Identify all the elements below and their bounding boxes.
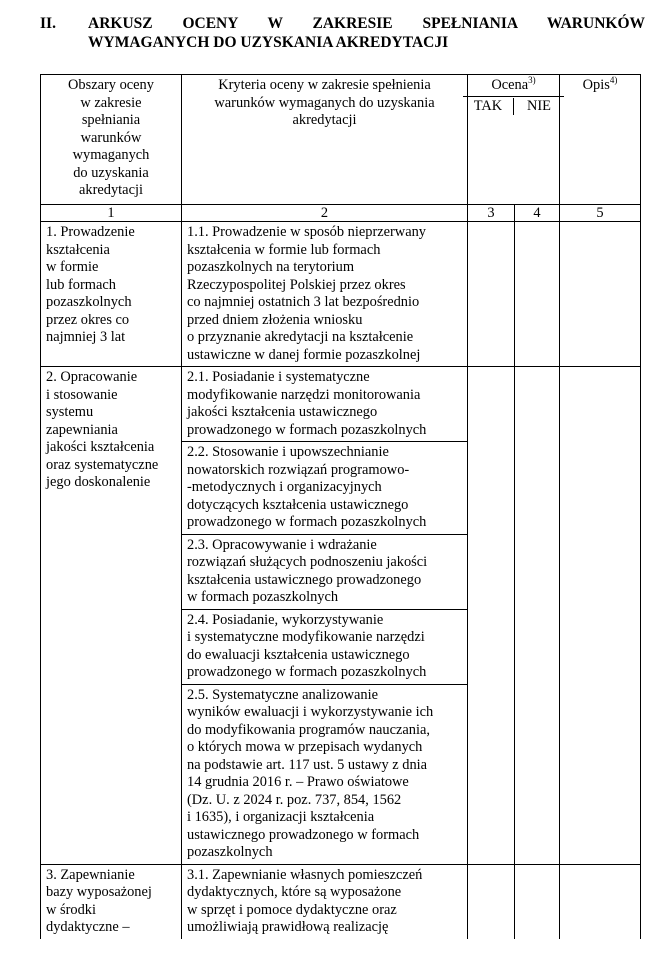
opis-cell[interactable] <box>560 222 641 367</box>
tak-cell[interactable] <box>468 864 515 939</box>
criterion-cell: 2.1. Posiadanie i systematyczne modyfikowanie narzędzi monitorowania jakości kształcenia ustawicznego prowadzonego w formach pozaszkolnych <box>182 367 468 442</box>
tak-cell[interactable] <box>468 222 515 367</box>
criterion-cell: 2.4. Posiadanie, wykorzystywanie i systematyczne modyfikowanie narzędzi do ewaluacji kształcenia ustawicznego prowadzonego w formach pozaszkolnych <box>182 609 468 684</box>
table-row <box>41 222 641 367</box>
assessment-table <box>40 74 641 939</box>
section-title-line-2: WYMAGANYCH DO UZYSKANIA AKREDYTACJI <box>88 34 449 51</box>
header-areas: Obszary oceny w zakresie spełniania warunków wymaganych do uzyskania akredytacji <box>41 75 182 205</box>
area-cell: 2. Opracowanie i stosowanie systemu zapewniania jakości kształcenia oraz systematyczne jego doskonalenie <box>41 367 182 865</box>
opis-cell[interactable] <box>560 864 641 939</box>
header-criteria: Kryteria oceny w zakresie spełnienia warunków wymaganych do uzyskania akredytacji <box>182 75 468 205</box>
header-opis: Opis$^{4)}$ <box>560 75 641 205</box>
header-row <box>41 75 641 205</box>
column-number: 3 <box>468 205 515 222</box>
criterion-cell: 3.1. Zapewnianie własnych pomieszczeń dydaktycznych, które są wyposażone w sprzęt i pomoce dydaktyczne oraz umożliwiają prawidłową realizację <box>182 864 468 939</box>
table-row <box>41 367 641 442</box>
criterion-cell: 1.1. Prowadzenie w sposób nieprzerwany kształcenia w formie lub formach pozaszkolnych na terytorium Rzeczypospolitej Polskiej przez okres co najmniej ostatnich 3 lat bezpośrednio przed dniem złożenia wniosku o przyznanie akredytacji na kształcenie ustawiczne w danej formie pozaszkolnej <box>182 222 468 367</box>
section-title-line-1: ARKUSZ OCENY W ZAKRESIE SPEŁNIANIA WARUNKÓW <box>88 15 645 32</box>
area-cell: 3. Zapewnianie bazy wyposażonej w środki dydaktyczne – <box>41 864 182 939</box>
criterion-cell: 2.3. Opracowywanie i wdrażanie rozwiązań służących podnoszeniu jakości kształcenia ustawicznego prowadzonego w formach pozaszkolnych <box>182 534 468 609</box>
column-number: 1 <box>41 205 182 222</box>
nie-cell[interactable] <box>515 222 560 367</box>
column-number-row <box>41 205 641 222</box>
header-nie: NIE <box>513 98 564 116</box>
nie-cell[interactable] <box>515 864 560 939</box>
header-ocena: Ocena$^{3)}$ TAK NIE <box>468 75 560 205</box>
nie-cell[interactable] <box>515 367 560 865</box>
section-number: II. <box>40 15 56 32</box>
criterion-cell: 2.2. Stosowanie i upowszechnianie nowatorskich rozwiązań programowo- -metodycznych i organizacyjnych dotyczących kształcenia ustawicznego prowadzonego w formach pozaszkolnych <box>182 442 468 535</box>
opis-cell[interactable] <box>560 367 641 865</box>
criterion-cell: 2.5. Systematyczne analizowanie wyników ewaluacji i wykorzystywanie ich do modyfikowania programów nauczania, o których mowa w przepisach wydanych na podstawie art. 117 ust. 5 ustawy z dnia 14 grudnia 2016 r. – Prawo oświatowe (Dz. U. z 2024 r. poz. 737, 854, 1562 i 1635), i organizacji kształcenia ustawicznego prowadzonego w formach pozaszkolnych <box>182 684 468 864</box>
area-cell: 1. Prowadzenie kształcenia w formie lub formach pozaszkolnych przez okres co najmniej 3 lat <box>41 222 182 367</box>
tak-cell[interactable] <box>468 367 515 865</box>
column-number: 4 <box>515 205 560 222</box>
column-number: 5 <box>560 205 641 222</box>
header-tak: TAK <box>473 97 503 114</box>
table-row <box>41 864 641 939</box>
column-number: 2 <box>182 205 468 222</box>
